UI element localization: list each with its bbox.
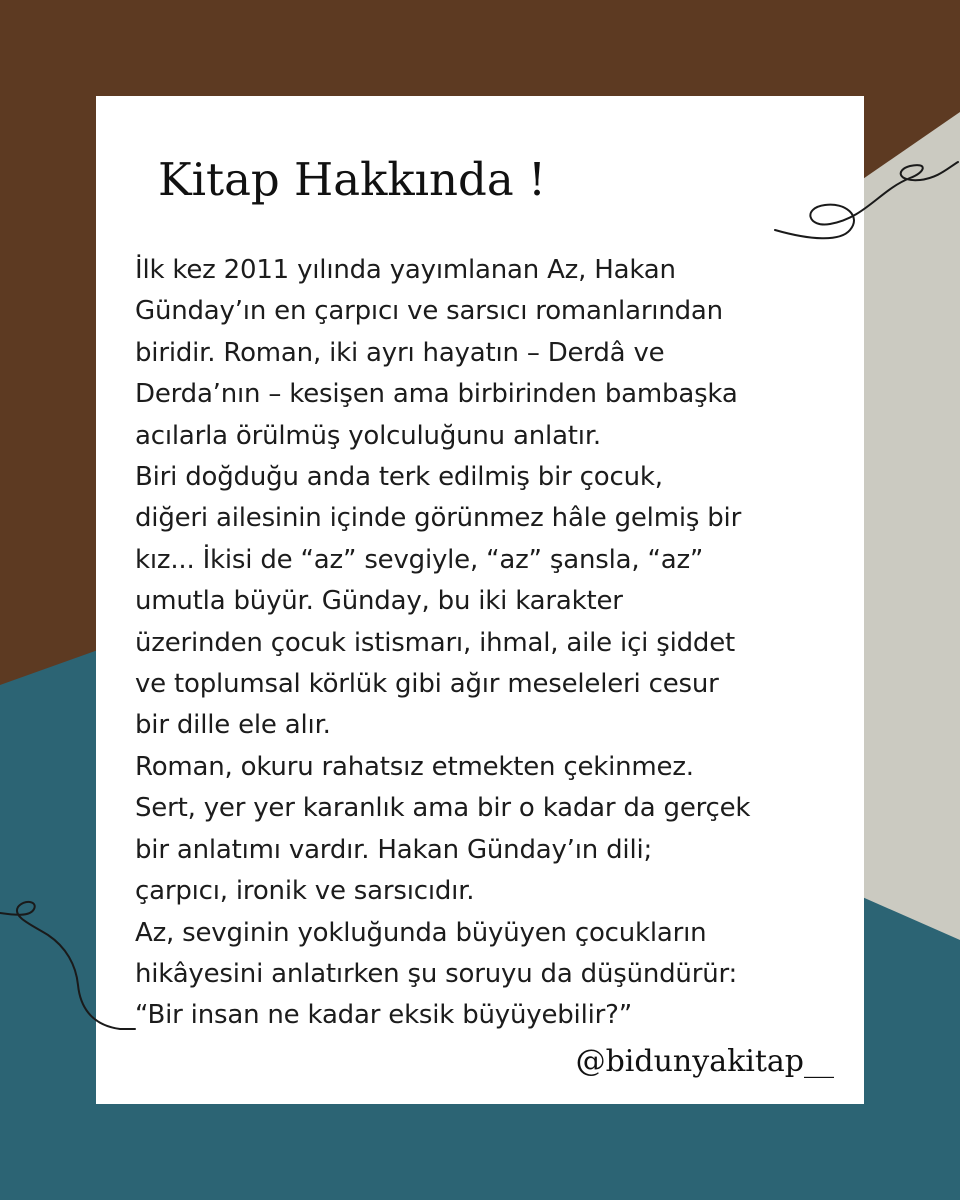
- body-text: [135, 250, 835, 1037]
- squiggle-decoration-left: [0, 895, 140, 1035]
- body-line: umutla büyür. Günday, bu iki karakter: [135, 586, 623, 617]
- body-line: İlk kez 2011 yılında yayımlanan Az, Hakan: [135, 255, 676, 285]
- body-line: acılarla örülmüş yolculuğunu anlatır.: [135, 420, 601, 451]
- body-line: Günday’ın en çarpıcı ve sarsıcı romanlarından: [135, 296, 723, 327]
- body-line: Az, sevginin yokluğunda büyüyen çocukların: [135, 917, 707, 948]
- body-line: ve toplumsal körlük gibi ağır meseleleri cesur: [135, 669, 719, 700]
- body-line: Sert, yer yer karanlık ama bir o kadar da gerçek: [135, 793, 751, 824]
- page-title: Kitap Hakkında !: [158, 153, 547, 206]
- body-line: bir dille ele alır.: [135, 710, 331, 741]
- body-line: “Bir insan ne kadar eksik büyüyebilir?”: [135, 1000, 632, 1031]
- body-line: kız... İkisi de “az” sevgiyle, “az” şansla, “az”: [135, 544, 704, 575]
- squiggle-decoration-right: [770, 150, 960, 250]
- body-line: diğeri ailesinin içinde görünmez hâle gelmiş bir: [135, 503, 742, 534]
- body-line: Biri doğduğu anda terk edilmiş bir çocuk,: [135, 462, 663, 493]
- body-line: bir anlatımı vardır. Hakan Günday’ın dili;: [135, 834, 653, 865]
- author-handle: @bidunyakitap__: [575, 1044, 834, 1079]
- body-line: Roman, okuru rahatsız etmekten çekinmez.: [135, 751, 694, 782]
- body-line: biridir. Roman, iki ayrı hayatın – Derdâ ve: [135, 337, 665, 368]
- content-card: [96, 96, 864, 1104]
- body-line: Derda’nın – kesişen ama birbirinden bambaşka: [135, 379, 738, 410]
- body-line: hikâyesini anlatırken şu soruyu da düşündürür:: [135, 958, 738, 989]
- body-line: üzerinden çocuk istismarı, ihmal, aile içi şiddet: [135, 627, 736, 658]
- body-line: çarpıcı, ironik ve sarsıcıdır.: [135, 876, 475, 907]
